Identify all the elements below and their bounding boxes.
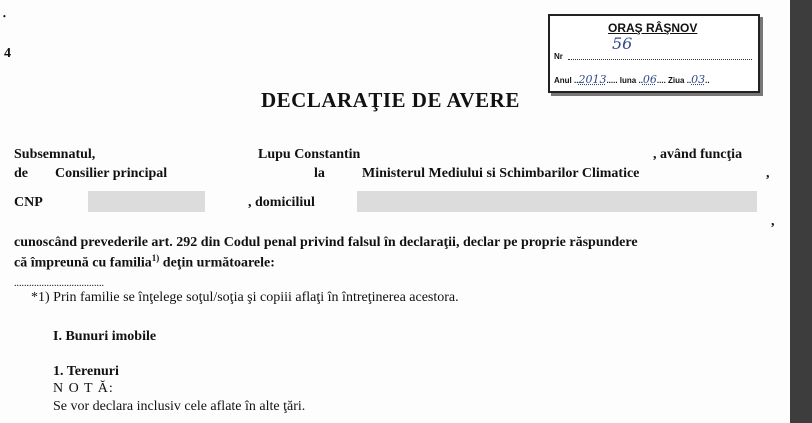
stamp-date-row: Anul ..2013..... luna ..06.... Ziua ..03.. [554,73,710,86]
function-label: , având funcţia [653,147,743,162]
note-text: Se vor declara inclusiv cele aflate în alte ţări. [53,399,306,414]
stamp-day-label: Ziua [668,76,685,85]
margin-mark-dot: • [3,12,6,21]
stamp-year-label: Anul [554,76,572,85]
la-label: la [314,166,325,181]
stamp-month-value: 06 [642,73,657,86]
footnote-text: *1) Prin familie se înţelege soţul/soţia şi copiii aflaţi în întreţinerea acestora. [31,290,459,305]
institution-value: Ministerul Mediului si Schimbarilor Climatice [362,166,640,181]
cnp-redacted [88,191,205,212]
stamp-organization: ORAŞ RÂŞNOV [608,21,698,35]
address-redacted [357,191,757,212]
footnote-separator: .................................... [14,278,104,289]
cnp-label: CNP [14,195,43,210]
margin-mark-number: 4 [4,46,11,61]
section-heading: I. Bunuri imobile [53,329,157,344]
stamp-number-label: Nr [554,52,563,61]
viewer-edge [790,0,812,423]
footnote-ref: 1) [151,253,160,263]
registration-stamp [548,14,760,93]
declarant-name: Lupu Constantin [258,147,361,162]
subsemnatul-label: Subsemnatul, [14,147,96,162]
domiciliu-label: , domiciliul [248,195,315,210]
stamp-year-value: 2013 [578,73,607,86]
de-label: de [14,166,28,181]
statement-line-2-end: deţin următoarele: [159,255,275,271]
stamp-day-value: 03 [691,73,706,86]
subsection-heading: 1. Terenuri [53,364,119,379]
note-label: N O T Ă: [53,381,114,396]
address-comma: , [771,214,775,229]
stamp-month-label: luna [619,76,637,85]
document-title: DECLARAŢIE DE AVERE [261,88,520,112]
statement-line-2 [14,253,275,272]
stamp-number-value: 56 [612,34,633,53]
stamp-number-dots [568,59,752,60]
statement-line-1: cunoscând prevederile art. 292 din Codul penal privind falsul în declaraţii, declar pe proprie răspundere [14,235,638,250]
statement-line-2-start: că împreună cu familia [14,255,152,271]
function-value: Consilier principal [55,166,168,181]
institution-comma: , [766,166,770,181]
